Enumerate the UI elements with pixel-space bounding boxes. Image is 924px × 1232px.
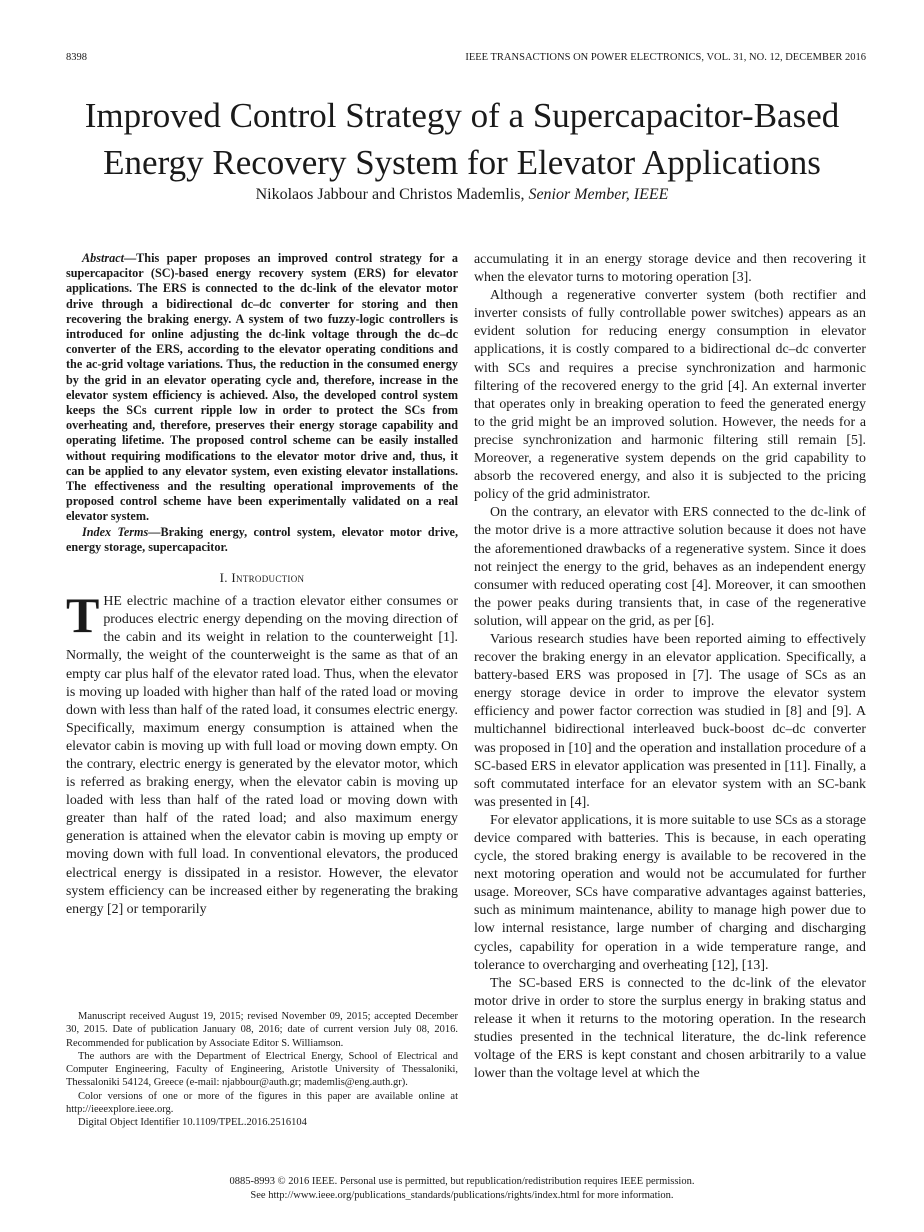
abstract-text: —This paper proposes an improved control strategy for a supercapacitor (SC)-based energy recovery system (ERS) for elevator applications. The ERS is connected to the dc-link of the elevator motor drive through a bidirectional dc–dc converter for storing and then recovering the braking energy. A system of two fuzzy-logic controllers is introduced for online adjusting the dc-link voltage through the dc–dc converter of the ERS, according to the elevator operating conditions and the ac-grid voltage variations. Thus, the reduction in the consumed energy by the grid in an elevator operating cycle and, therefore, increase in the elevator system efficiency is achieved. Also, the developed control system keeps the SCs current ripple low in order to protect the SCs from overheating and, therefore, preserves their energy storage capability and operating lifetime. The proposed control scheme can be easily installed without requiring modifications to the elevator motor drive and, thus, it can be applied to any elevator system, even existing elevator installations. The effectiveness and the resulting operational improvements of the proposed control scheme have been experimentally validated on a real elevator system. [66, 251, 458, 524]
author-line [40, 186, 884, 204]
section-number: I. [219, 570, 228, 586]
intro-paragraph-5: For elevator applications, it is more suitable to use SCs as a storage device compared with batteries. This is because, in each operating cycle, the stored braking energy is available to be recovered in the next motoring operation and would not be accumulated for further usage. Moreover, SCs have comparative advantages against batteries, such as minimum maintenance, ability to manage high power due to low internal resistance, large number of charging and discharging cycles, capability for operation in a wide temperature range, and tolerance to overcharging and overheating [12], [13]. [474, 812, 866, 973]
copyright-notice [40, 1175, 884, 1203]
drop-cap: T [66, 587, 100, 644]
footnote-affiliation: The authors are with the Department of Electrical Energy, School of Electrical and Computer Engineering, Faculty of Engineering, Aristotle University of Thessaloniki, Thessaloniki 54124, Greece (e-mail: njabbour@auth.gr; mademlis@eng.auth.gr). [66, 1050, 458, 1089]
journal-header: IEEE TRANSACTIONS ON POWER ELECTRONICS, VOL. 31, NO. 12, DECEMBER 2016 [465, 52, 866, 63]
author-membership: Senior Member, IEEE [528, 186, 669, 203]
abstract-label: Abstract [82, 251, 124, 265]
section-heading [66, 569, 458, 587]
footnote-manuscript: Manuscript received August 19, 2015; revised November 09, 2015; accepted December 30, 2015. Date of publication January 08, 2016; date of current version July 08, 2016. Recommended for publication by Associate Editor S. Williamson. [66, 1011, 458, 1049]
copyright-line-2: See http://www.ieee.org/publications_standards/publications/rights/index.html for more information. [250, 1190, 674, 1201]
right-column [474, 251, 866, 1083]
author-names: Nikolaos Jabbour and Christos Mademlis, [255, 186, 525, 203]
abstract [66, 251, 458, 525]
intro-paragraph-1 [66, 587, 458, 919]
section-title: Introduction [231, 570, 305, 586]
left-column [66, 251, 458, 919]
page-number: 8398 [66, 52, 87, 63]
index-terms-label: Index Terms [82, 524, 149, 539]
title-line-2: Energy Recovery System for Elevator Applications [103, 143, 821, 182]
footnote-color: Color versions of one or more of the figures in this paper are available online at http://ieeexplore.ieee.org. [66, 1090, 458, 1116]
footnotes [66, 1010, 458, 1130]
intro-paragraph-2: Although a regenerative converter system (both rectifier and inverter consists of fully controllable power switches) appears as an evident solution for reducing energy consumption in elevator applications, it is costly compared to a bidirectional dc–dc converter with SCs and requires a precise synchronization and harmonic filtering of the recovered energy to the grid [4]. An external inverter that operates only in breaking operation to feed the generated energy to the grid might be an improved solution. However, the needs for a precise synchronization and harmonic filtering still remain [5]. Moreover, a regenerative system depends on the grid capability to absorb the recovered energy, and also it is subjected to the pricing policy of the grid administrator. [474, 288, 866, 503]
footnote-doi: Digital Object Identifier 10.1109/TPEL.2016.2516104 [78, 1117, 307, 1129]
paper-title [40, 92, 884, 186]
intro-paragraph-6: The SC-based ERS is connected to the dc-link of the elevator motor drive in order to store the surplus energy in braking status and release it when it returns to the motoring operation. In the research studies presented in the technical literature, the dc-link reference voltage of the ERS is kept constant and chosen arbitrarily to a value lower than the voltage level at which the [474, 975, 866, 1082]
index-terms-text: —Braking energy, control system, elevator motor drive, energy storage, supercapacitor. [66, 524, 459, 554]
intro-paragraph-1-continued: accumulating it in an energy storage device and then recovering it when the elevator turns to motoring operation [3]. [474, 252, 866, 286]
intro-paragraph-1-text: HE electric machine of a traction elevator either consumes or produces electric energy depending on the moving direction of the cabin and its weight in relation to the counterweight [1]. Normally, the weight of the counterweight is the same as that of an empty car plus half of the elevator rated load. Thus, when the elevator is moving up loaded with higher than half of the rated load or moving down with less than half of the rated load, it consumes electric energy. Specifically, maximum energy consumption is attained when the elevator cabin is moving up with full load or moving down empty. On the contrary, electric energy is generated by the elevator motor, which is referred as braking energy, when the elevator cabin is moving up loaded with less than half of the rated load or moving down with greater than half of the rated load; and also maximum energy generation is attained when the elevator cabin is moving up empty or moving down with full load. In conventional elevators, the produced electrical energy is dissipated in a resistor. However, the elevator system efficiency can be increased either by regenerating the braking energy [2] or temporarily [66, 594, 458, 917]
intro-paragraph-4: Various research studies have been reported aiming to effectively recover the braking energy in an elevator application. Specifically, a battery-based ERS was proposed in [7]. The usage of SCs as an energy storage device in order to improve the elevator system efficiency and power factor correction was studied in [8] and [9]. A multichannel bidirectional interleaved buck-boost dc–dc converter was proposed in [10] and the operation and installation procedure of a SC-based ERS in elevator application was presented in [11]. Finally, a soft commutated interface for an elevator system with an SC-bank was presented in [4]. [474, 631, 866, 810]
copyright-line-1: 0885-8993 © 2016 IEEE. Personal use is permitted, but republication/redistribution requires IEEE permission. [229, 1176, 695, 1187]
index-terms [66, 525, 458, 555]
title-line-1: Improved Control Strategy of a Supercapacitor-Based [84, 96, 840, 135]
intro-paragraph-3: On the contrary, an elevator with ERS connected to the dc-link of the motor drive is a more attractive solution because it does not have the aforementioned drawbacks of a regenerative system. Since it does not reinject the energy to the grid, behaves as an independent energy consumer with reduced operating cost [4]. Moreover, it can smoothen the power peaks during transients that, in case of the regenerative solution, will appear on the grid, as per [6]. [474, 505, 866, 629]
